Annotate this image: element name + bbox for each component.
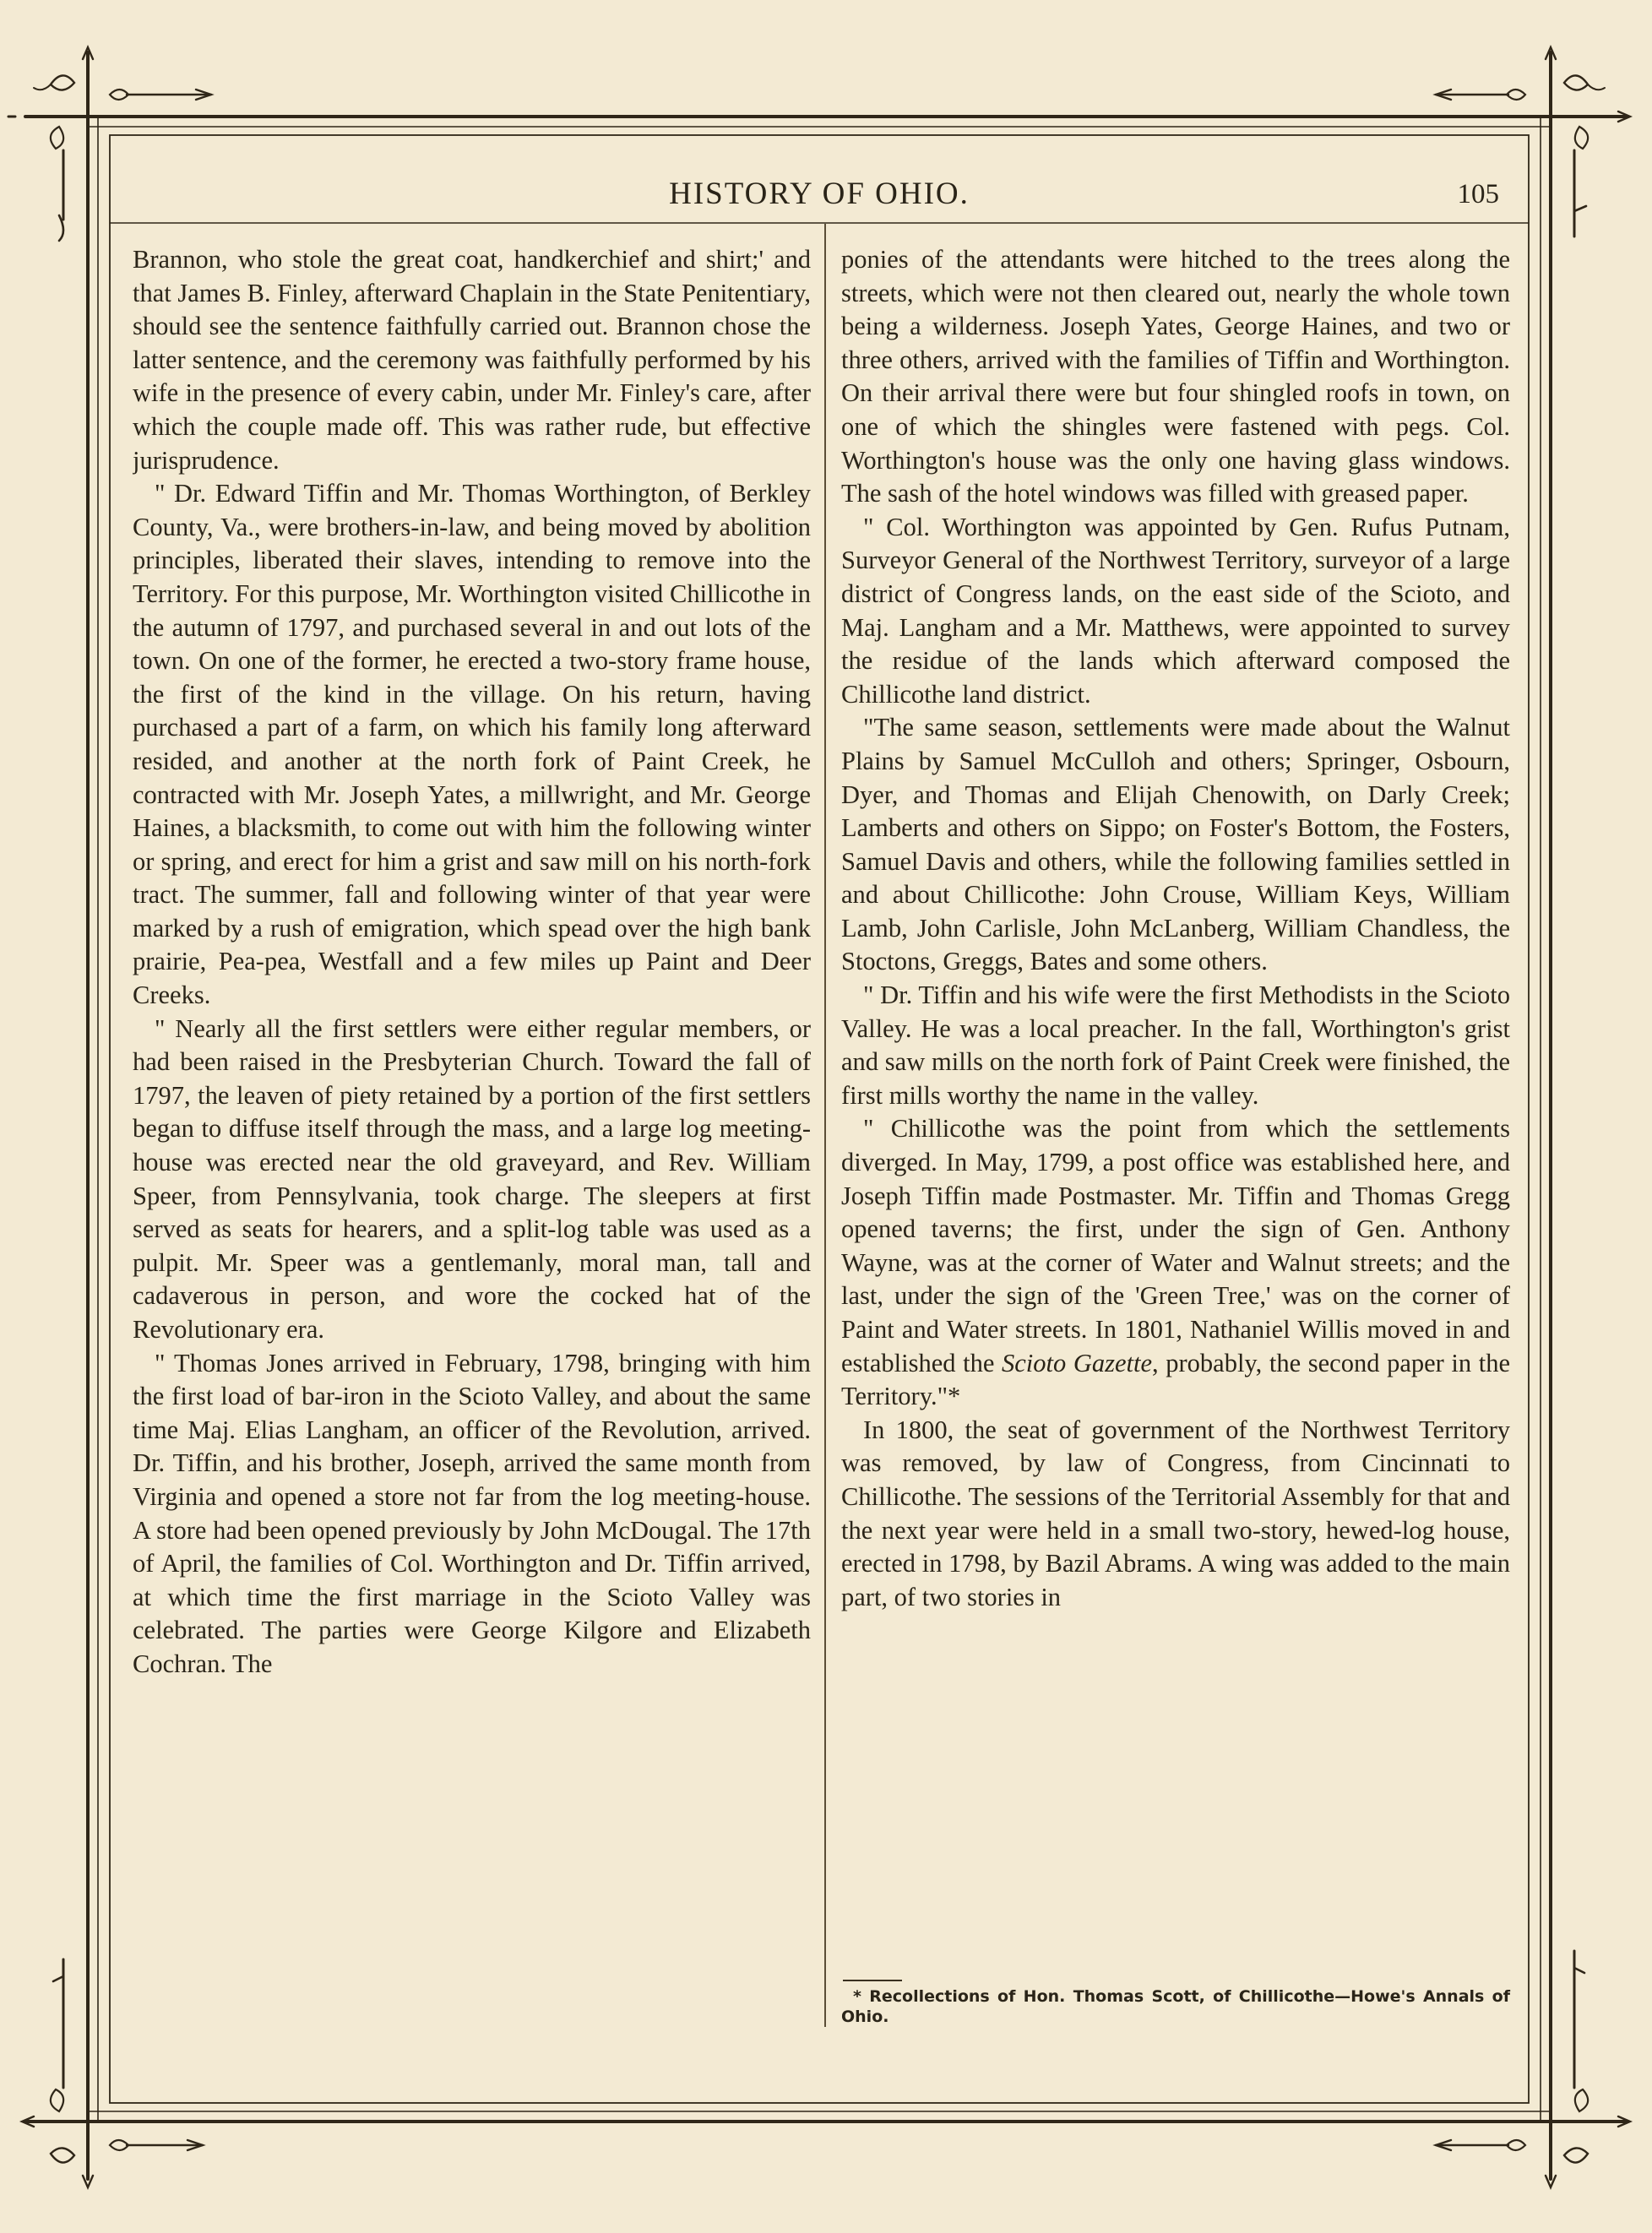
paragraph: " Col. Worthington was appointed by Gen. Rufus Putnam, Surveyor General of the Northwest Territory, surveyor of a large district of Congress lands, on the east side of the Scioto, and Maj. Langham and a Mr. Matthews, were appointed to survey the residue of the lands which afterward composed the Chillicothe land district. — [841, 512, 1510, 709]
paragraph: " Nearly all the first settlers were either regular members, or had been raised in the Presbyterian Church. Toward the fall of 1797, the leaven of piety retained by a portion of the first settlers began to diffuse itself through the mass, and a large log meeting-house was erected near the old graveyard, and Rev. William Speer, from Pennsylvania, took charge. The sleepers at first served as seats for hearers, and a split-log table was used as a pulpit. Mr. Speer was a gentlemanly, moral man, tall and cadaverous in person, and wore the cocked hat of the Revolutionary era. — [133, 1013, 811, 1344]
paragraph: ponies of the attendants were hitched to the trees along the streets, which were not then cleared out, nearly the whole town being a wilderness. Joseph Yates, George Haines, and two or three others, arrived with the families of Tiffin and Worthington. On their arrival there were but four shingled roofs in town, on one of which the shingles were fastened with pegs. Col. Worthington's house was the only one having glass windows. The sash of the hotel windows was filled with greased paper. — [841, 245, 1510, 508]
paragraph: " Thomas Jones arrived in February, 1798, bringing with him the first load of bar-iron in the Scioto Valley, and about the same time Maj. Elias Langham, an officer of the Revolution, arrived. Dr. Tiffin, and his brother, Joseph, arrived the same month from Virginia and opened a store not far from the log meeting-house. A store had been opened previously by John McDougal. The 17th of April, the families of Col. Worthington and Dr. Tiffin arrived, at which time the first marriage in the Scioto Valley was celebrated. The parties were George Kilgore and Elizabeth Cochran. The — [133, 1348, 811, 1678]
footnote-rule — [843, 1980, 902, 1981]
paragraph-with-italic-title: " Chillicothe was the point from which the settlements diverged. In May, 1799, a post office was established here, and Joseph Tiffin made Postmaster. Mr. Tiffin and Thomas Gregg opened taverns; the first, under the sign of Gen. Anthony Wayne, was at the corner of Water and Walnut streets; and the last, under the sign of the 'Green Tree,' was on the corner of Paint and Water streets. In 1801, Nathaniel Willis moved in and established the Scioto Gazette, probably, the second paper in the Territory."* — [841, 1114, 1510, 1411]
paragraph: Brannon, who stole the great coat, handkerchief and shirt;' and that James B. Finley, afterward Chaplain in the State Penitentiary, should see the sentence faithfully carried out. Brannon chose the latter sentence, and the ceremony was faithfully performed by his wife in the presence of every cabin, under Mr. Finley's care, after which the couple made off. This was rather rude, but effective jurisprudence. — [133, 245, 811, 475]
paragraph: " Dr. Tiffin and his wife were the first Methodists in the Scioto Valley. He was a local preacher. In the fall, Worthington's grist and saw mills on the north fork of Paint Creek were finished, the first mills worthy the name in the valley. — [841, 981, 1510, 1110]
running-title: HISTORY OF OHIO. — [669, 177, 970, 211]
left-column — [133, 243, 811, 2034]
page-number: 105 — [1457, 179, 1499, 209]
paragraph: " Dr. Edward Tiffin and Mr. Thomas Worthington, of Berkley County, Va., were brothers-in-law, and being moved by abolition principles, liberated their slaves, intending to remove into the Territory. For this purpose, Mr. Worthington visited Chillicothe in the autumn of 1797, and purchased several in and out lots of the town. On one of the former, he erected a two-story frame house, the first of the kind in the village. On his return, having purchased a part of a farm, on which his family long afterward resided, and another at the north fork of Paint Creek, he contracted with Mr. Joseph Yates, a millwright, and Mr. George Haines, a blacksmith, to come out with him the following winter or spring, and erect for him a grist and saw mill on his north-fork tract. The summer, fall and following winter of that year were marked by a rush of emigration, which spead over the high bank prairie, Pea-pea, Westfall and a few miles up Paint and Deer Creeks. — [133, 479, 811, 1010]
footnote: * Recollections of Hon. Thomas Scott, of Chillicothe—Howe's Annals of Ohio. — [841, 1987, 1510, 2026]
right-column — [841, 243, 1510, 2034]
paragraph: "The same season, settlements were made about the Walnut Plains by Samuel McCulloh and others; Springer, Osbourn, Dyer, and Thomas and Elijah Chenowith, on Darly Creek; Lamberts and others on Sippo; on Foster's Bottom, the Fosters, Samuel Davis and others, while the following families settled in and about Chillicothe: John Crouse, William Keys, William Lamb, John Carlisle, John McLanberg, William Chandless, the Stoctons, Greggs, Bates and some others. — [841, 713, 1510, 976]
italic-title: Scioto Gazette — [1002, 1348, 1153, 1377]
paragraph: In 1800, the seat of government of the Northwest Territory was removed, by law of Congress, from Cincinnati to Chillicothe. The sessions of the Territorial Assembly for that and the next year were held in a small two-story, hewed-log house, erected in 1798, by Bazil Abrams. A wing was added to the main part, of two stories in — [841, 1415, 1510, 1611]
running-head — [110, 173, 1529, 224]
column-divider — [824, 224, 826, 2027]
